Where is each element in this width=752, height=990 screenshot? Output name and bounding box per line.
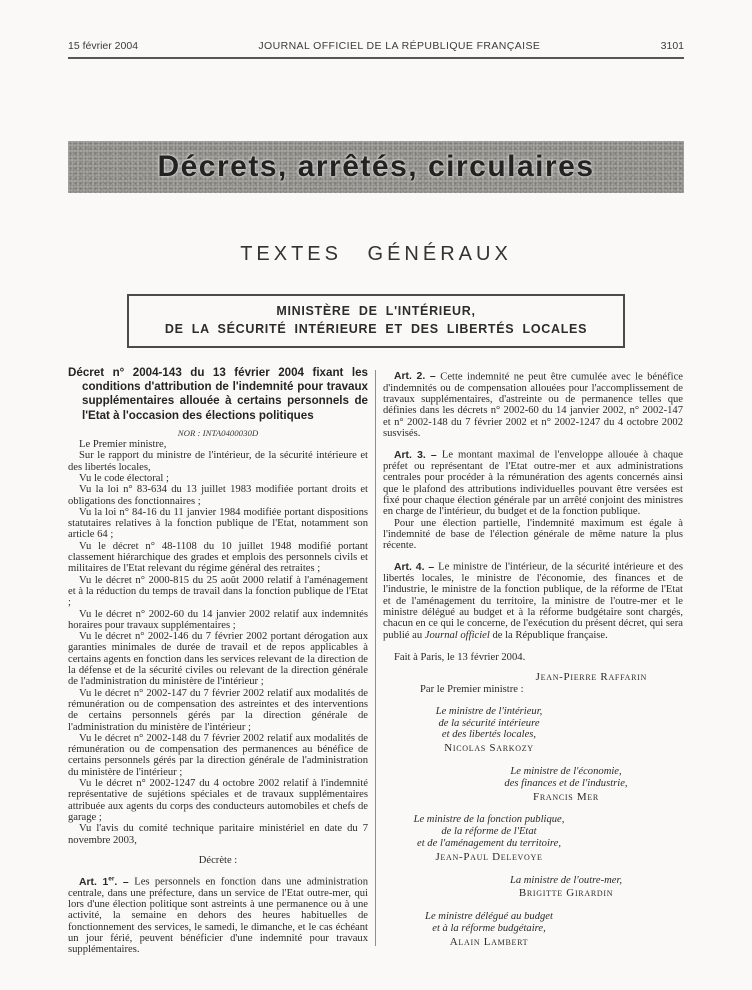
signature-economy-minister <box>449 766 683 803</box>
column-right <box>383 366 683 956</box>
running-head <box>68 0 684 52</box>
section-banner <box>68 141 684 193</box>
journal-officiel-italic: Journal officiel <box>424 629 490 641</box>
preamble-paragraph: Vu la loi n° 83-634 du 13 juillet 1983 modifiée portant droits et obligations des fonctionnaires ; <box>68 484 368 507</box>
article-2-label: Art. 2. – <box>394 371 441 383</box>
article-4-label: Art. 4. – <box>394 561 439 573</box>
article-1-label: Art. 1er. – <box>79 875 135 888</box>
preamble-paragraph: Vu le décret n° 2002-148 du 7 février 2002 relatif aux modalités de rémunération ou de compensation des permanences au bénéfice de certains personnels gérés par la direction générale de l'administration du ministère de l'intérieur ; <box>68 732 368 778</box>
preamble-paragraph: Vu le décret n° 2002-1247 du 4 octobre 2002 relatif à l'indemnité représentative de sujétions spéciales et de travaux supplémentaires attribuée aux agents du corps des conducteurs automobiles et chefs de garage ; <box>68 778 368 823</box>
preamble-paragraph: Vu le code électoral ; <box>79 473 169 484</box>
article-4-text: Le ministre de l'intérieur, de la sécurité intérieure et des libertés locales, le ministre de l'économie, des finances et de l'industrie, le ministre de la fonction publique, de la réforme de l'Etat et de l'aménagement du territoire, la ministre de l'outre-mer et le ministre délégué au budget et à la réforme budgétaire sont chargés, chacun en ce qui le concerne, de l'exécution du présent décret, qui sera publié au <box>383 561 683 641</box>
header-rule <box>68 57 684 59</box>
signature-title-line: et des libertés locales, <box>441 729 537 741</box>
ministry-heading-box <box>127 294 625 348</box>
by-prime-minister: Par le Premier ministre : <box>420 683 524 695</box>
preamble-paragraph: Vu la loi n° 84-16 du 11 janvier 1984 modifiée portant dispositions statutaires relatives à la fonction publique de l'Etat, notamment son article 64 ; <box>68 506 368 541</box>
signature-name: Alain Lambert <box>449 935 529 948</box>
closing-line: Fait à Paris, le 13 février 2004. <box>394 651 526 663</box>
column-left <box>68 366 368 956</box>
preamble-paragraph: Sur le rapport du ministre de l'intérieur, de la sécurité intérieure et des libertés locales, <box>68 450 368 473</box>
ministry-line-1: MINISTÈRE DE L'INTÉRIEUR, <box>276 304 476 318</box>
signature-title-line: de la sécurité intérieure <box>438 717 540 729</box>
article-1-text: Les personnels en fonction dans une administration centrale, dans une préfecture, dans un service de l'Etat outre-mer, qui lors d'une élection politique sont astreints à une permanence ou à une activité, la semaine en dehors des heures habituelles de fonctionnement des services, le samedi, le dimanche, et le cas échéant un jour férié, peuvent bénéficier d'une indemnité pour travaux supplémentaires. <box>68 876 369 956</box>
banner-title: Décrets, arrêtés, circulaires <box>157 150 595 183</box>
article-2-text: Cette indemnité ne peut être cumulée avec le bénéfice d'indemnités ou de compensation allouées pour l'accomplissement de travaux supplémentaires, d'astreinte ou de permanence telles que définies dans les décrets n° 2002-60 du 14 janvier 2002, n° 2002-147 et n° 2002-148 du 7 février 2002 et n° 2002-1247 du 4 octobre 2002 susvisés. <box>383 371 684 439</box>
page-number: 3101 <box>660 40 684 52</box>
text-columns <box>68 366 684 956</box>
signature-title-line: Le ministre délégué au budget <box>425 911 553 923</box>
prime-minister-signature: Jean-Pierre Raffarin <box>535 671 647 684</box>
signature-title-line: et de l'aménagement du territoire, <box>417 838 561 849</box>
article-3-label: Art. 3. – <box>394 449 442 461</box>
preamble-paragraph: Le Premier ministre, <box>79 439 167 451</box>
preamble-paragraph: Vu le décret n° 2000-815 du 25 août 2000 relatif à l'aménagement et à la réduction du temps de travail dans la fonction publique de l'Etat ; <box>68 574 368 609</box>
page-content <box>68 0 684 956</box>
article-3 <box>383 446 683 517</box>
issue-date: 15 février 2004 <box>68 40 139 52</box>
signature-title-line: des finances et de l'industrie, <box>504 777 628 789</box>
signature-name: Nicolas Sarkozy <box>444 742 534 755</box>
signature-title-line: Le ministre de l'intérieur, <box>435 705 543 717</box>
signature-title-line: et à la réforme budgétaire, <box>432 922 546 934</box>
preamble-paragraph: Vu le décret n° 2002-146 du 7 février 2002 portant dérogation aux garanties minimales de durée de travail et de repos applicables à certains agents en fonction dans les services relevant de la direction de la défense et de la sécurité civiles ou relevant de la direction générale de l'administration du ministère de l'intérieur ; <box>68 631 368 688</box>
signature-budget-minister <box>383 911 595 948</box>
ministry-line-2: DE LA SÉCURITÉ INTÉRIEURE ET DES LIBERTÉS LOCALES <box>164 321 588 336</box>
column-separator <box>375 370 376 946</box>
decree-title: Décret n° 2004-143 du 13 février 2004 fixant les conditions d'attribution de l'indemnité pour travaux supplémentaires allouée à certains personnels de l'Etat à l'occasion des élections politiques <box>68 366 368 422</box>
preamble-paragraph: Vu le décret n° 2002-60 du 14 janvier 2002 relatif aux indemnités horaires pour travaux supplémentaires ; <box>68 608 368 631</box>
signature-title-line: Le ministre de l'économie, <box>510 766 622 778</box>
preamble-paragraph: Vu le décret n° 48-1108 du 10 juillet 1948 modifié portant classement hiérarchique des grades et emplois des personnels civils et militaires de l'Etat relevant du régime général des retraites ; <box>68 540 368 575</box>
nor-number: NOR : INTA0400030D <box>177 427 259 438</box>
preamble-paragraph: Vu l'avis du comité technique paritaire ministériel en date du 7 novembre 2003, <box>68 823 368 846</box>
signature-name: Brigitte Girardin <box>518 887 614 900</box>
signature-name: Francis Mer <box>533 790 599 803</box>
article-3-paragraph-2: Pour une élection partielle, l'indemnité maximum est égale à l'indemnité de base de l'élection générale de même nature la plus récente. <box>383 517 683 552</box>
article-3-text: Le montant maximal de l'enveloppe allouée à chaque préfet ou représentant de l'Etat outre-mer et aux administrations centrales pour procéder à la rémunération des agents concernés ainsi que le plafond des attributions individuelles pouvant être versées est fixé pour chaque élection générale par un arrêté conjoint des ministres en charge de l'intérieur, du budget et de la fonction publique. <box>383 449 683 518</box>
decrete-word: Décrète : <box>198 854 238 866</box>
preamble-paragraph: Vu le décret n° 2002-147 du 7 février 2002 relatif aux modalités de rémunération ou de compensation des astreintes et des interventions de certains personnels gérés par la direction générale de l'administration du ministère de l'intérieur ; <box>68 687 368 733</box>
signature-overseas-minister <box>449 875 683 901</box>
journal-title: JOURNAL OFFICIEL DE LA RÉPUBLIQUE FRANÇAISE <box>258 40 541 52</box>
signature-interior-minister <box>383 706 595 755</box>
signature-title-line: La ministre de l'outre-mer, <box>509 874 623 886</box>
article-1 <box>68 873 368 956</box>
article-4-text-end: de la République française. <box>489 629 608 641</box>
article-2 <box>383 368 683 439</box>
article-4 <box>383 558 683 641</box>
signature-title-line: Le ministre de la fonction publique, <box>413 814 565 826</box>
signature-title-line: de la réforme de l'Etat <box>441 826 537 838</box>
signature-civil-service-minister <box>383 814 595 863</box>
section-title: TEXTES GÉNÉRAUX <box>240 243 512 265</box>
signature-name: Jean-Paul Delevoye <box>435 850 543 863</box>
